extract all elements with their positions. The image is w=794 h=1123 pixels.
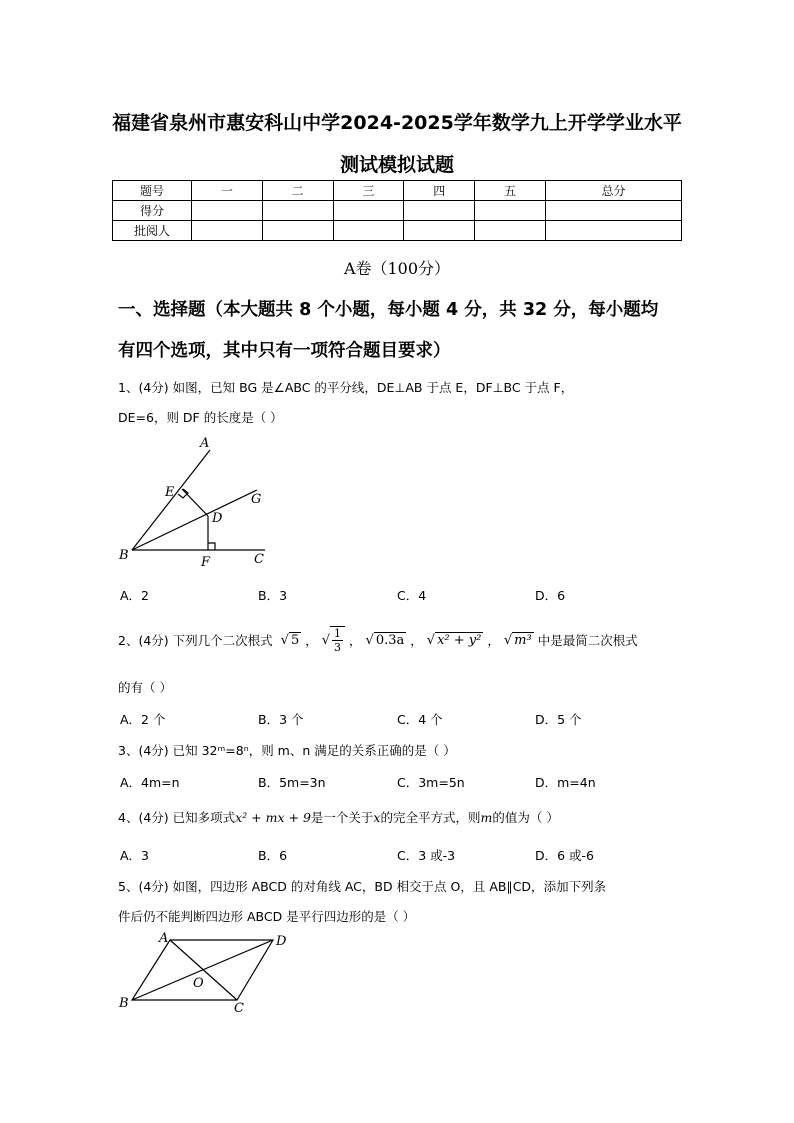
score-table-header-cell: 五 (475, 181, 546, 201)
q2-suffix: 中是最简二次根式 (537, 633, 638, 648)
score-cell[interactable] (192, 201, 263, 221)
label-b: B (119, 996, 129, 1011)
score-cell[interactable] (333, 201, 404, 221)
q2-radical-4: √ x² + y² (426, 633, 482, 648)
q5-text-line-1: 5、(4分) 如图，四边形 ABCD 的对角线 AC，BD 相交于点 O，且 AB∥CD，添加下列条 (118, 879, 607, 894)
volume-heading: A卷（100分） (343, 259, 451, 278)
q1-option-b[interactable]: B．3 (258, 588, 288, 603)
score-table-header-cell: 一 (192, 181, 263, 201)
q1-text-line-2: DE=6，则 DF 的长度是（ ） (118, 410, 283, 425)
q3-option-a[interactable]: A．4m=n (120, 775, 180, 790)
q2-prefix: 2、(4分) 下列几个二次根式 (118, 633, 273, 648)
q4-option-b[interactable]: B．6 (258, 848, 288, 863)
score-table-header-cell: 三 (333, 181, 404, 201)
q1-option-a[interactable]: A．2 (120, 588, 150, 603)
ray-ba (132, 450, 210, 550)
score-table-score-row (113, 201, 682, 221)
q2-text-line-1: 2、(4分) 下列几个二次根式 √ 5 ， √ $\frac{1}{3}$ ， √ 0.3a ， √ x² + y² ， √ m³ 中是最简二次根式 (118, 627, 638, 654)
label-b: B (119, 548, 129, 563)
q3-option-b[interactable]: B．5m=3n (258, 775, 326, 790)
score-row-label: 得分 (113, 201, 192, 221)
q4-option-d[interactable]: D．6 或-6 (535, 848, 595, 863)
q4-suffix: 的值为（ ） (492, 810, 559, 825)
label-a: A (159, 931, 169, 946)
q2-radical-1: √ 5 (280, 633, 300, 648)
q3-option-c[interactable]: C．3m=5n (397, 775, 465, 790)
reviewer-cell[interactable] (192, 221, 263, 241)
label-d: D (212, 511, 223, 526)
label-f: F (201, 555, 211, 570)
right-angle-mark-f (208, 543, 215, 550)
q3-option-d[interactable]: D．m=4n (535, 775, 596, 790)
score-cell[interactable] (404, 201, 475, 221)
label-d: D (276, 934, 287, 949)
score-table-header-cell: 四 (404, 181, 475, 201)
section-1-heading-line-1: 一、选择题（本大题共 8 个小题，每小题 4 分，共 32 分，每小题均 (118, 300, 659, 320)
q5-figure (115, 930, 300, 1015)
q2-option-c[interactable]: C．4 个 (397, 712, 443, 727)
label-o: O (193, 976, 204, 991)
q2-radical-2: √ $\frac{1}{3}$ (322, 626, 345, 654)
q2-radical-3: √ 0.3a (365, 633, 405, 648)
score-table-header-cell: 总分 (545, 181, 681, 201)
q4-polynomial: x² + mx + 9 (235, 810, 311, 825)
title-line-2: 测试模拟试题 (339, 154, 454, 176)
q5-text-line-2: 件后仍不能判断四边形 ABCD 是平行四边形的是（ ） (118, 909, 416, 924)
q1-option-d[interactable]: D．6 (535, 588, 566, 603)
segment-de (182, 489, 208, 516)
reviewer-cell[interactable] (404, 221, 475, 241)
q4-prefix: 4、(4分) 已知多项式 (118, 810, 236, 825)
label-c: C (234, 1001, 244, 1015)
q4-option-c[interactable]: C．3 或-3 (397, 848, 456, 863)
score-cell[interactable] (475, 201, 546, 221)
score-table (112, 180, 682, 241)
q2-option-a[interactable]: A．2 个 (120, 712, 166, 727)
q1-figure (115, 432, 285, 572)
reviewer-cell[interactable] (475, 221, 546, 241)
reviewer-row-label: 批阅人 (113, 221, 192, 241)
reviewer-cell[interactable] (545, 221, 681, 241)
reviewer-cell[interactable] (333, 221, 404, 241)
score-table-header-cell: 二 (262, 181, 333, 201)
score-table-header-cell: 题号 (113, 181, 192, 201)
q2-text-line-2: 的有（ ） (118, 680, 172, 695)
q4-option-a[interactable]: A．3 (120, 848, 150, 863)
ray-bg (132, 490, 257, 550)
q4-mid: 是一个关于 (310, 810, 374, 825)
reviewer-cell[interactable] (262, 221, 333, 241)
q2-option-b[interactable]: B．3 个 (258, 712, 304, 727)
q1-text-line-1: 1、(4分) 如图，已知 BG 是∠ABC 的平分线，DE⊥AB 于点 E，DF⊥BC 于点 F， (118, 380, 574, 395)
label-c: C (254, 552, 264, 567)
q4-var-x: x (373, 810, 381, 825)
label-g: G (251, 492, 262, 507)
q1-option-c[interactable]: C．4 (397, 588, 427, 603)
q2-option-d[interactable]: D．5 个 (535, 712, 582, 727)
label-e: E (165, 485, 175, 500)
score-cell[interactable] (545, 201, 681, 221)
q3-text: 3、(4分) 已知 32ᵐ=8ⁿ，则 m、n 满足的关系正确的是（ ） (118, 743, 456, 758)
section-1-heading-line-2: 有四个选项，其中只有一项符合题目要求） (118, 341, 451, 361)
score-table-header-row (113, 181, 682, 201)
diagonal-bd (132, 940, 273, 1000)
score-table-reviewer-row (113, 221, 682, 241)
q2-radical-5: √ m³ (503, 633, 532, 648)
score-cell[interactable] (262, 201, 333, 221)
q4-var-m: m (480, 810, 493, 825)
q4-text (118, 808, 559, 826)
q4-mid2: 的完全平方式，则 (380, 810, 481, 825)
title-line-1: 福建省泉州市惠安科山中学2024-2025学年数学九上开学学业水平 (112, 112, 682, 134)
label-a: A (200, 436, 210, 451)
